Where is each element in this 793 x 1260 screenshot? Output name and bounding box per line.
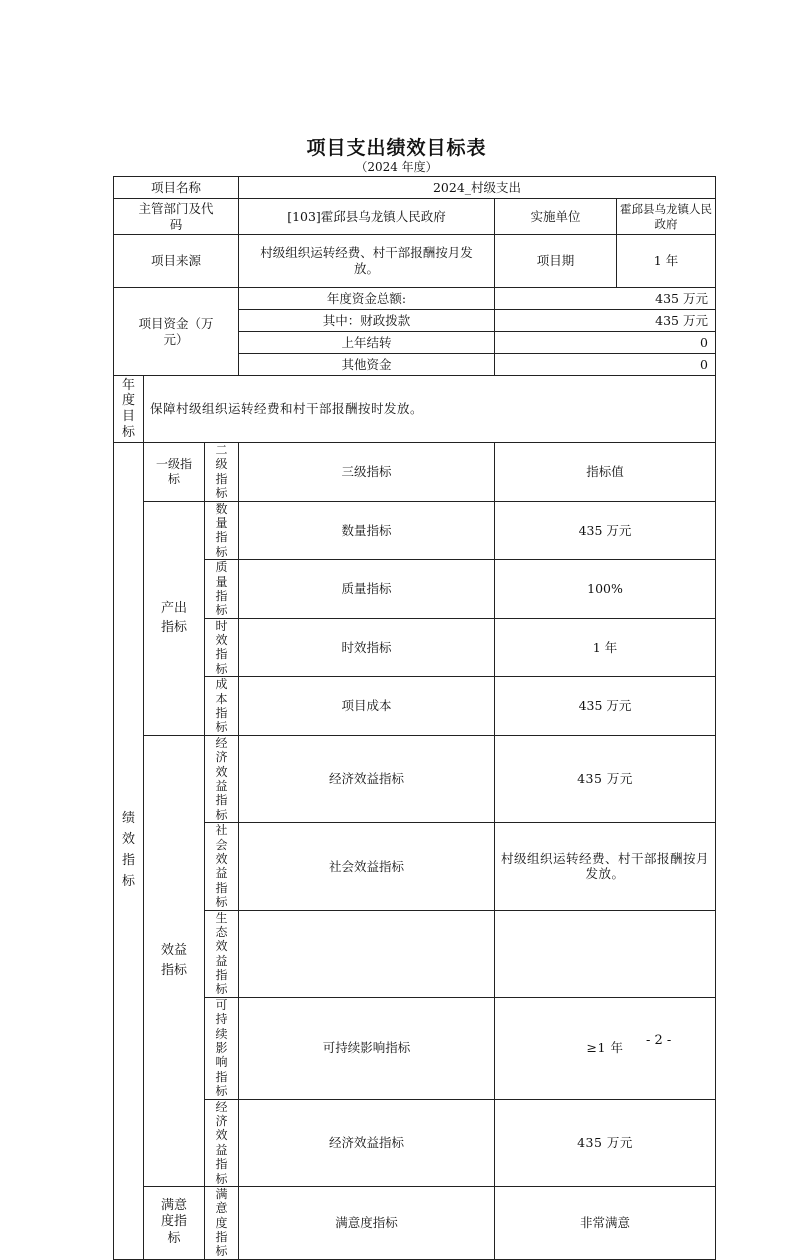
benefit-l3-3: 可持续影响指标: [239, 997, 495, 1099]
annual-goal-text: 保障村级组织运转经费和村干部报酬按时发放。: [144, 376, 716, 443]
fund-value-3: 0: [495, 354, 716, 376]
row-source: [114, 235, 716, 288]
row-project-name: [114, 177, 716, 199]
department-label: 主管部门及代码: [114, 199, 239, 235]
fund-label-0: 年度资金总额:: [239, 288, 495, 310]
output-indicator-label: 产出指标: [144, 501, 205, 735]
project-name-value: 2024_村级支出: [239, 177, 716, 199]
row-output-3: [114, 677, 716, 736]
period-value: 1 年: [617, 235, 716, 288]
output-l3-2: 时效指标: [239, 618, 495, 677]
page-subtitle: （2024 年度）: [355, 160, 438, 174]
fund-label-3: 其他资金: [239, 354, 495, 376]
row-annual-goal: [114, 376, 716, 443]
output-l2-2: 时效指标: [205, 618, 239, 677]
benefit-value-0: 435 万元: [495, 735, 716, 822]
output-l2-3: 成本指标: [205, 677, 239, 736]
benefit-l2-2: 生态效益指标: [205, 910, 239, 997]
row-output-2: [114, 618, 716, 677]
row-benefit-2: [114, 910, 716, 997]
fund-value-2: 0: [495, 332, 716, 354]
benefit-l3-1: 社会效益指标: [239, 823, 495, 910]
benefit-l2-3: 可持续影响指标: [205, 997, 239, 1099]
funds-label: 项目资金（万元）: [114, 288, 239, 376]
row-benefit-4: [114, 1099, 716, 1186]
row-output-0: [114, 501, 716, 560]
implementing-unit-value: 霍邱县乌龙镇人民政府: [617, 199, 716, 235]
row-output-1: [114, 560, 716, 619]
project-name-label: 项目名称: [114, 177, 239, 199]
fund-value-0: 435 万元: [495, 288, 716, 310]
benefit-value-2: [495, 910, 716, 997]
annual-goal-label: 年度目标: [114, 376, 144, 443]
benefit-value-3: ≥1 年: [495, 997, 716, 1099]
source-label: 项目来源: [114, 235, 239, 288]
department-value: [103]霍邱县乌龙镇人民政府: [239, 199, 495, 235]
page-number: - 2 -: [646, 1033, 672, 1048]
implementing-unit-label: 实施单位: [495, 199, 617, 235]
fund-value-1: 435 万元: [495, 310, 716, 332]
row-benefit-0: [114, 735, 716, 822]
benefit-value-4: 435 万元: [495, 1099, 716, 1186]
row-department: [114, 199, 716, 235]
satisfaction-l3: 满意度指标: [239, 1186, 495, 1259]
benefit-value-1: 村级组织运转经费、村干部报酬按月发放。: [495, 823, 716, 910]
output-value-3: 435 万元: [495, 677, 716, 736]
benefit-indicator-label: 效益指标: [144, 735, 205, 1186]
output-l2-1: 质量指标: [205, 560, 239, 619]
header-value: 指标值: [495, 443, 716, 502]
benefit-l3-2: [239, 910, 495, 997]
header-level3: 三级指标: [239, 443, 495, 502]
header-level1: 一级指标: [144, 443, 205, 502]
satisfaction-indicator-label: 满意度指标: [144, 1186, 205, 1259]
benefit-l3-4: 经济效益指标: [239, 1099, 495, 1186]
fund-label-2: 上年结转: [239, 332, 495, 354]
period-label: 项目期: [495, 235, 617, 288]
row-benefit-3: [114, 997, 716, 1099]
benefit-l2-0: 经济效益指标: [205, 735, 239, 822]
page-title: 项目支出绩效目标表: [306, 137, 487, 159]
row-benefit-1: [114, 823, 716, 910]
benefit-l2-4: 经济效益指标: [205, 1099, 239, 1186]
output-l3-0: 数量指标: [239, 501, 495, 560]
row-fund-0: [114, 288, 716, 310]
output-l3-3: 项目成本: [239, 677, 495, 736]
benefit-l2-1: 社会效益指标: [205, 823, 239, 910]
output-l2-0: 数量指标: [205, 501, 239, 560]
output-value-0: 435 万元: [495, 501, 716, 560]
output-value-1: 100%: [495, 560, 716, 619]
source-value: 村级组织运转经费、村干部报酬按月发放。: [239, 235, 495, 288]
fund-label-1: 其中：财政拨款: [239, 310, 495, 332]
benefit-l3-0: 经济效益指标: [239, 735, 495, 822]
output-value-2: 1 年: [495, 618, 716, 677]
performance-goal-table: [113, 176, 716, 1260]
satisfaction-value: 非常满意: [495, 1186, 716, 1259]
row-satisfaction: [114, 1186, 716, 1259]
output-l3-1: 质量指标: [239, 560, 495, 619]
header-level2: 二级指标: [205, 443, 239, 502]
satisfaction-l2: 满意度指标: [205, 1186, 239, 1259]
row-indicator-header: [114, 443, 716, 502]
performance-indicator-label: 绩效指标: [114, 443, 144, 1260]
